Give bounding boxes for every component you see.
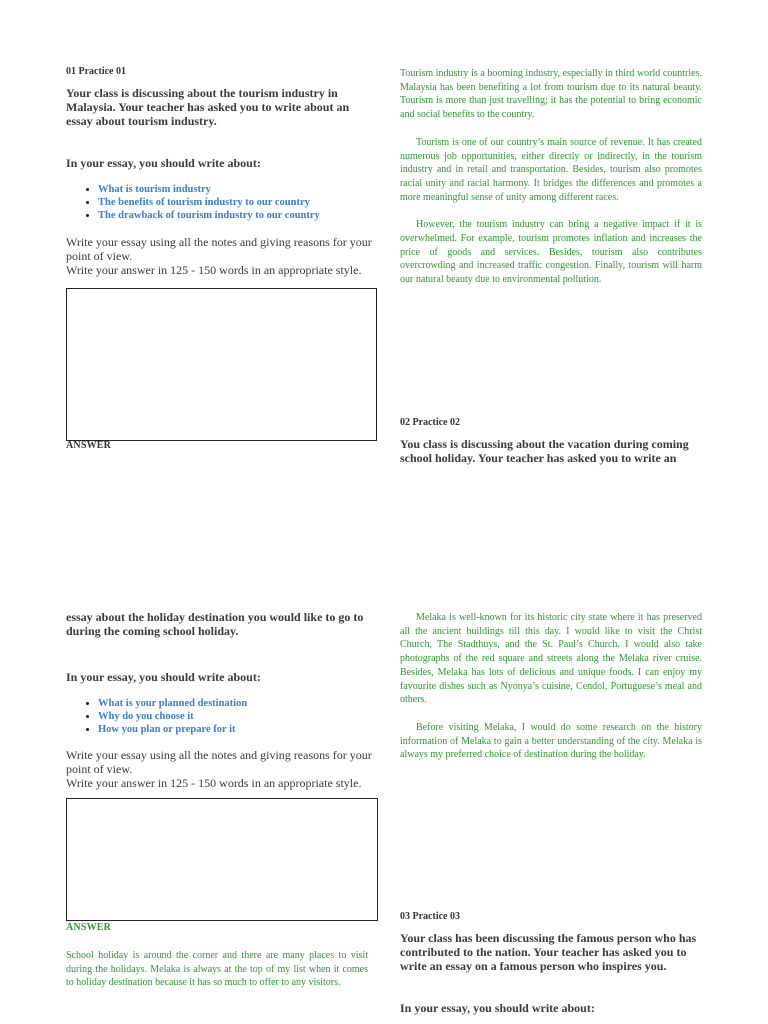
practice-3-label: 03 Practice 03 bbox=[400, 911, 460, 922]
practice-2-essay bbox=[400, 611, 702, 762]
list-item: • What is your planned destination bbox=[98, 697, 376, 710]
essay-paragraph: Tourism is one of our country’s main source of revenue. It has created numerous job opportunities, either directly or indirectly, in the tourism industry and in retail and transportation. Besides, tourism also promotes racial unity and racial harmony. It bridges the differences and promotes a more meaningful sense of unity among different races. bbox=[400, 136, 702, 203]
list-item: • The benefits of tourism industry to our country bbox=[98, 196, 376, 209]
practice-2-instruction-2: Write your answer in 125 - 150 words in an appropriate style. bbox=[66, 776, 362, 790]
practice-2-prompt-part-2: essay about the holiday destination you would like to go to during the coming school holiday. bbox=[66, 610, 364, 638]
practice-2-header bbox=[400, 417, 700, 465]
practice-1-answer-label: ANSWER bbox=[66, 440, 112, 451]
practice-1-label: 01 Practice 01 bbox=[66, 66, 126, 77]
practice-2-prompt-part-1: You class is discussing about the vacation during coming school holiday. Your teacher has asked you to write an bbox=[400, 437, 689, 465]
practice-2-answer-box[interactable] bbox=[66, 798, 378, 921]
list-item: • How you plan or prepare for it bbox=[98, 723, 376, 736]
list-item: • Why do you choose it bbox=[98, 710, 376, 723]
practice-3-prompt: Your class has been discussing the famous person who has contributed to the nation. Your teacher has asked you to write an essay on a famous person who inspires you. bbox=[400, 931, 697, 973]
practice-1-prompt: Your class is discussing about the tourism industry in Malaysia. Your teacher has asked you to write about an essay about tourism industry. bbox=[66, 86, 350, 128]
practice-2-answer-label: ANSWER bbox=[66, 922, 112, 933]
practice-1-should-write: In your essay, you should write about: bbox=[66, 156, 261, 170]
practice-1-instruction-1: Write your essay using all the notes and giving reasons for your point of view. bbox=[66, 235, 372, 263]
practice-2-should-write: In your essay, you should write about: bbox=[66, 670, 261, 684]
practice-1-essay bbox=[400, 67, 702, 287]
practice-2-instruction-1: Write your essay using all the notes and giving reasons for your point of view. bbox=[66, 748, 372, 776]
list-item: • What is tourism industry bbox=[98, 183, 376, 196]
essay-paragraph: School holiday is around the corner and there are many places to visit during the holidays. Melaka is always at the top of my list when it comes to holiday destination because it has so much to offer to any visitors. bbox=[66, 950, 368, 989]
practice-3-section bbox=[400, 911, 700, 1016]
essay-paragraph: Melaka is well-known for its historic city state where it has preserved all the ancient buildings till this day. I would like to visit the Christ Church, The Stadthuys, and the St. Paul’s Church. I would also take photographs of the red square and streets along the Melaka river cruise. Besides, Melaka has lots of delicious and unique foods. I can enjoy my favourite dishes such as Nyonya’s cuisine, Cendol, Portuguese’s meal and others. bbox=[400, 612, 702, 706]
practice-2-bullet-list bbox=[66, 697, 376, 736]
practice-2-essay-intro bbox=[66, 949, 368, 990]
practice-1-section bbox=[66, 66, 376, 277]
practice-2-label: 02 Practice 02 bbox=[400, 417, 460, 428]
practice-3-should-write: In your essay, you should write about: bbox=[400, 1001, 595, 1015]
practice-1-instruction-2: Write your answer in 125 - 150 words in an appropriate style. bbox=[66, 263, 362, 277]
essay-paragraph: Tourism industry is a booming industry, especially in third world countries. Malaysia has been benefiting a lot from tourism due to its natural beauty. Tourism is more than just travelling; it has the potential to bring economic and social benefits to the country. bbox=[400, 68, 702, 121]
essay-paragraph: Before visiting Melaka, I would do some research on the history information of Melaka to gain a better understanding of the city. Melaka is always my preferred choice of destination during the holiday. bbox=[400, 721, 702, 761]
practice-1-bullet-list bbox=[66, 183, 376, 222]
practice-1-answer-box[interactable] bbox=[66, 288, 377, 441]
practice-2-section bbox=[66, 610, 376, 790]
essay-paragraph: However, the tourism industry can bring a negative impact if it is overwhelmed. For example, tourism promotes inflation and increases the price of goods and services. Besides, tourism also contributes overcrowding and increased traffic congestion. Finally, tourism will harm our natural beauty due to environmental pollution. bbox=[400, 219, 702, 286]
list-item: • The drawback of tourism industry to our country bbox=[98, 209, 376, 222]
